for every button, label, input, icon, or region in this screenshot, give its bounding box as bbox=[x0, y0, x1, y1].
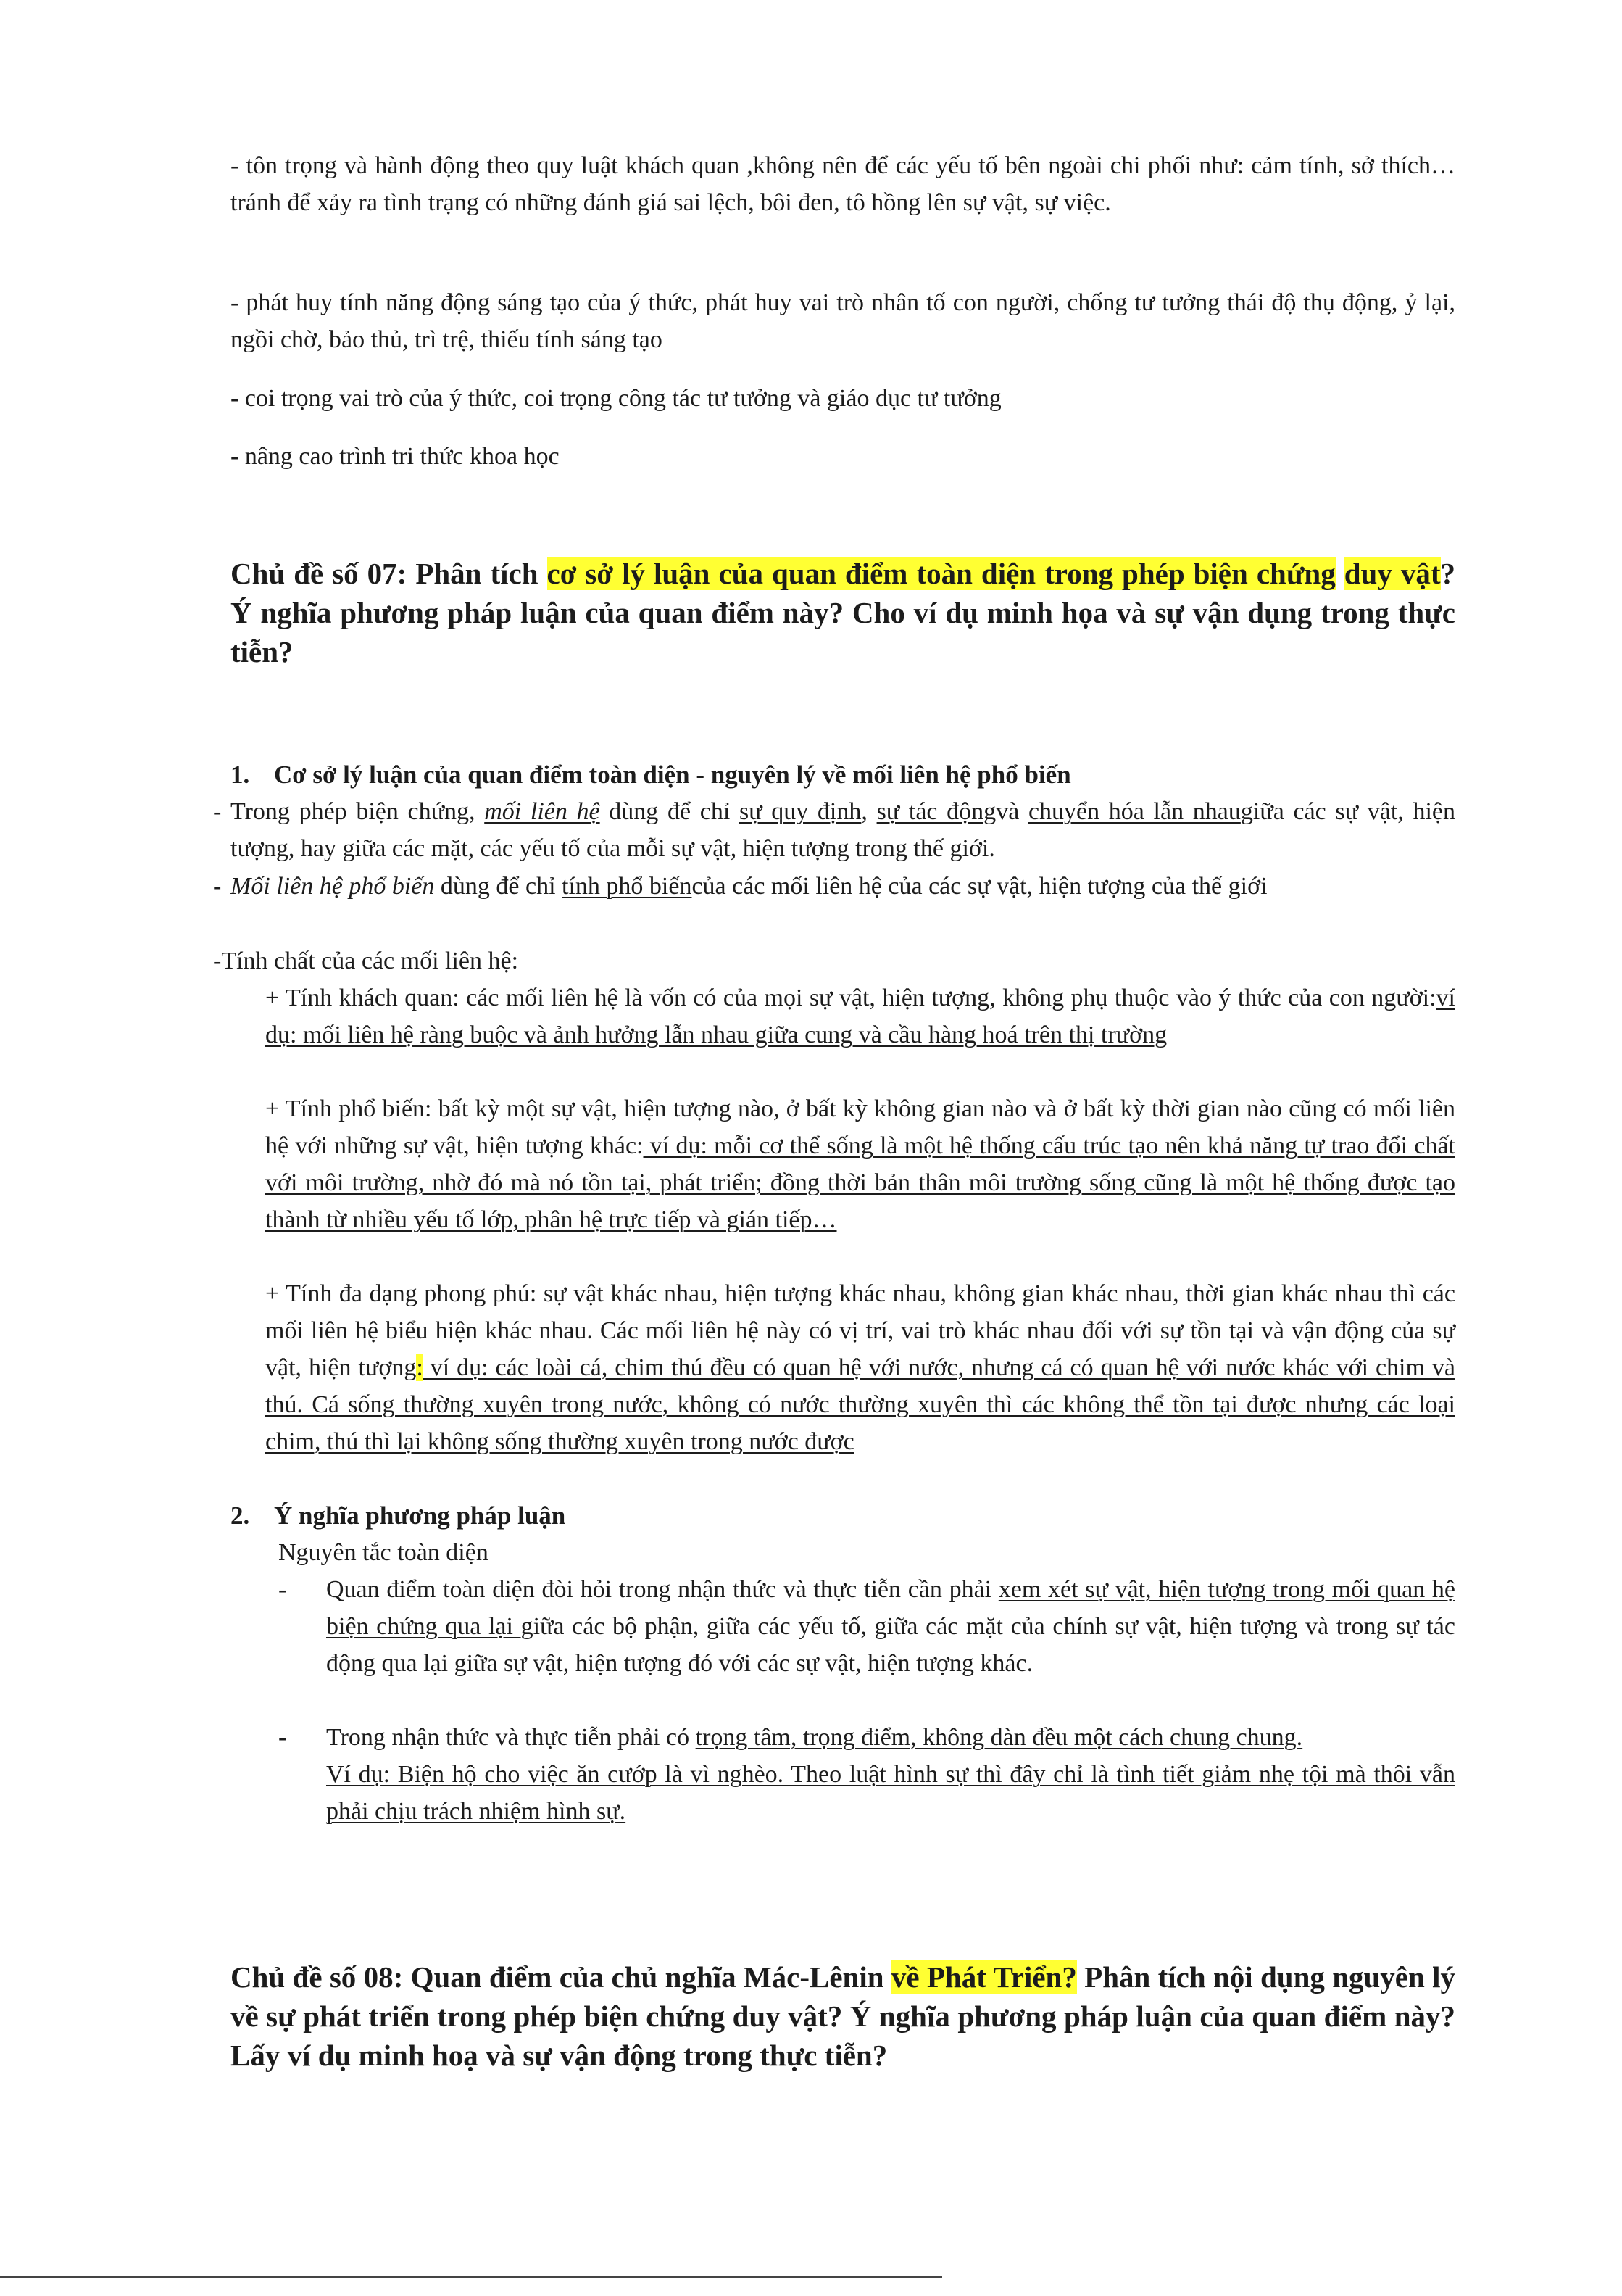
p1-term-lien-he: mối liên hệ bbox=[484, 798, 600, 825]
p2-term-pho-bien: Mối liên hệ phổ biến bbox=[230, 873, 435, 900]
intro-bullet-3-text: - coi trọng vai trò của ý thức, coi trọng công tác tư tưởng và giáo dục tư tưởng bbox=[230, 385, 1002, 412]
bullet-dash: - bbox=[278, 1724, 287, 1751]
section-2-bullet-1 bbox=[278, 1571, 1455, 1682]
section-1-para-3 bbox=[213, 942, 1455, 979]
topic-08-highlight: về Phát Triển? bbox=[891, 1960, 1077, 1994]
bullet-dash: - bbox=[278, 1576, 287, 1603]
topic-07-heading bbox=[230, 554, 1455, 671]
intro-bullet-3 bbox=[230, 380, 1455, 417]
p1-term-quy-dinh: sự quy định bbox=[739, 798, 862, 825]
p1-term-tac-dong: sự tác động bbox=[876, 798, 997, 825]
p2-term-tinh-pho-bien: tính phổ biến bbox=[562, 873, 692, 900]
topic-07-highlight-2: duy vật bbox=[1344, 557, 1441, 590]
section-1-number: 1. bbox=[230, 761, 250, 789]
p1-term-chuyen-hoa: chuyển hóa lẫn nhau bbox=[1028, 798, 1241, 825]
khach-quan-example: ví dụ: mối liên hệ ràng buộc và ảnh hưởng lẫn nhau giữa cung và cầu hàng hoá trên thị trường bbox=[265, 985, 1455, 1048]
topic-07-prefix: Chủ đề số 07: Phân tích bbox=[230, 557, 547, 590]
khach-quan-text: + Tính khách quan: các mối liên hệ là vốn có của mọi sự vật, hiện tượng, không phụ thuộc vào ý thức của con người: bbox=[265, 985, 1436, 1011]
nguyen-tac-label: Nguyên tắc toàn diện bbox=[278, 1539, 488, 1566]
topic-07-highlight-1: cơ sở lý luận của quan điểm toàn diện trong phép biện chứng bbox=[546, 557, 1336, 590]
topic-08-heading bbox=[230, 1957, 1455, 2075]
pho-bien-example: ví dụ: mỗi cơ thể sống là một hệ thống cấu trúc tạo nên khả năng tự trao đổi chất với môi trường, nhờ đó mà nó tồn tại, phát triển; đồng thời bản thân môi trường sống cũng là một hệ thống được tạo thành từ nhiều yếu tố lớp, phân hệ trực tiếp và gián tiếp… bbox=[265, 1132, 1455, 1233]
b1-text-b: giữa các bộ phận, giữa các yếu tố, giữa các mặt của chính sự vật, hiện tượng và trong sự tác động qua lại giữa sự vật, hiện tượng đó với các sự vật, hiện tượng khác. bbox=[326, 1613, 1455, 1677]
b2-term-underlined: trọng tâm, trọng điểm, không dàn đều một cách chung chung. bbox=[695, 1724, 1303, 1751]
section-2-bullet-2 bbox=[278, 1719, 1455, 1830]
section-2-title: Ý nghĩa phương pháp luận bbox=[274, 1501, 566, 1530]
intro-bullet-1 bbox=[230, 147, 1455, 221]
section-2-bullet-2-text bbox=[326, 1719, 1455, 1830]
pho-bien-text: + Tính phổ biến: bất kỳ một sự vật, hiện tượng nào, ở bất kỳ không gian nào và ở bất kỳ thời gian nào cũng có mối liên hệ với những sự vật, hiện tượng khác: bbox=[265, 1095, 1455, 1159]
tinh-da-dang bbox=[265, 1275, 1455, 1460]
tinh-pho-bien bbox=[265, 1090, 1455, 1238]
section-1-para-1-text bbox=[230, 793, 1455, 867]
section-1-para-2-text bbox=[230, 868, 1455, 905]
page-bottom-divider bbox=[0, 2276, 942, 2278]
section-2-heading bbox=[230, 1497, 1455, 1534]
p1-text-b: dùng để chỉ bbox=[599, 798, 739, 825]
bullet-dash: - bbox=[213, 873, 222, 900]
p2-text-a: dùng để chỉ bbox=[434, 873, 562, 900]
intro-bullet-2-text: - phát huy tính năng động sáng tạo của ý thức, phát huy vai trò nhân tố con người, chống tư tưởng thái độ thụ động, ỷ lại, ngồi chờ, bảo thủ, trì trệ, thiếu tính sáng tạo bbox=[230, 289, 1455, 353]
section-1-title: Cơ sở lý luận của quan điểm toàn diện - nguyên lý về mối liên hệ phổ biến bbox=[274, 761, 1071, 789]
section-1-para-1 bbox=[213, 793, 1455, 867]
intro-bullet-2 bbox=[230, 284, 1455, 358]
section-1-heading bbox=[230, 756, 1455, 793]
p1-text-d: và bbox=[996, 798, 1028, 825]
tinh-khach-quan bbox=[265, 979, 1455, 1053]
intro-bullet-4-text: - nâng cao trình tri thức khoa học bbox=[230, 443, 560, 470]
da-dang-text: + Tính đa dạng phong phú: sự vật khác nhau, hiện tượng khác nhau, không gian khác nhau, thời gian khác nhau thì các mối liên hệ biểu hiện khác nhau. Các mối liên hệ này có vị trí, vai trò khác nhau đối với sự tồn tại và vận động của sự vật, hiện tượng bbox=[265, 1280, 1455, 1381]
b2-text-a: Trong nhận thức và thực tiễn phải có bbox=[326, 1724, 696, 1751]
intro-bullet-1-text: - tôn trọng và hành động theo quy luật khách quan ,không nên để các yếu tố bên ngoài chi phối như: cảm tính, sở thích… tránh để xảy ra tình trạng có những đánh giá sai lệch, bôi đen, tô hồng lên sự vật, sự việc. bbox=[230, 152, 1455, 216]
da-dang-colon-highlight: : bbox=[416, 1354, 423, 1381]
b2-example: Ví dụ: Biện hộ cho việc ăn cướp là vì nghèo. Theo luật hình sự thì đây chỉ là tình tiết giảm nhẹ tội mà thôi vẫn phải chịu trách nhiệm hình sự. bbox=[326, 1761, 1455, 1825]
p1-text-a: Trong phép biện chứng, bbox=[230, 798, 485, 825]
p1-text-c: , bbox=[861, 798, 877, 825]
section-2-bullet-1-text bbox=[326, 1571, 1455, 1682]
p3-text: -Tính chất của các mối liên hệ: bbox=[213, 948, 519, 974]
bullet-dash: - bbox=[213, 798, 222, 825]
p1-text-e: giữa các sự vật, hiện tượng, hay giữa các mặt, các yếu tố của mỗi sự vật, hiện tượng trong thế giới. bbox=[230, 798, 1455, 862]
topic-08-rest: Phân tích nội dụng nguyên lý về sự phát triển trong phép biện chứng duy vật? Ý nghĩa phương pháp luận của quan điểm này? Lấy ví dụ minh hoạ và sự vận động trong thực tiễn? bbox=[230, 1960, 1455, 2072]
b1-text-a: Quan điểm toàn diện đòi hỏi trong nhận thức và thực tiễn cần phải bbox=[326, 1576, 999, 1603]
section-2-subtitle bbox=[278, 1534, 1455, 1571]
section-2-number: 2. bbox=[230, 1501, 250, 1530]
p2-text-b: của các mối liên hệ của các sự vật, hiện tượng của thế giới bbox=[691, 873, 1268, 900]
da-dang-example: ví dụ: các loài cá, chim thú đều có quan hệ với nước, nhưng cá có quan hệ với nước khác với chim và thú. Cá sống thường xuyên trong nước, không có nước thường xuyên thì các không thể tồn tại được nhưng các loại chim, thú thì lại không sống thường xuyên trong nước được bbox=[265, 1354, 1455, 1455]
intro-bullet-4 bbox=[230, 438, 1455, 475]
topic-08-prefix: Chủ đề số 08: Quan điểm của chủ nghĩa Mác-Lênin bbox=[230, 1960, 891, 1994]
topic-07-rest: ? Ý nghĩa phương pháp luận của quan điểm này? Cho ví dụ minh họa và sự vận dụng trong thực tiễn? bbox=[230, 557, 1456, 668]
b1-term-underlined: xem xét sự vật, hiện tượng trong mối quan hệ biện chứng qua lại bbox=[326, 1576, 1455, 1640]
section-1-para-2 bbox=[213, 868, 1455, 905]
